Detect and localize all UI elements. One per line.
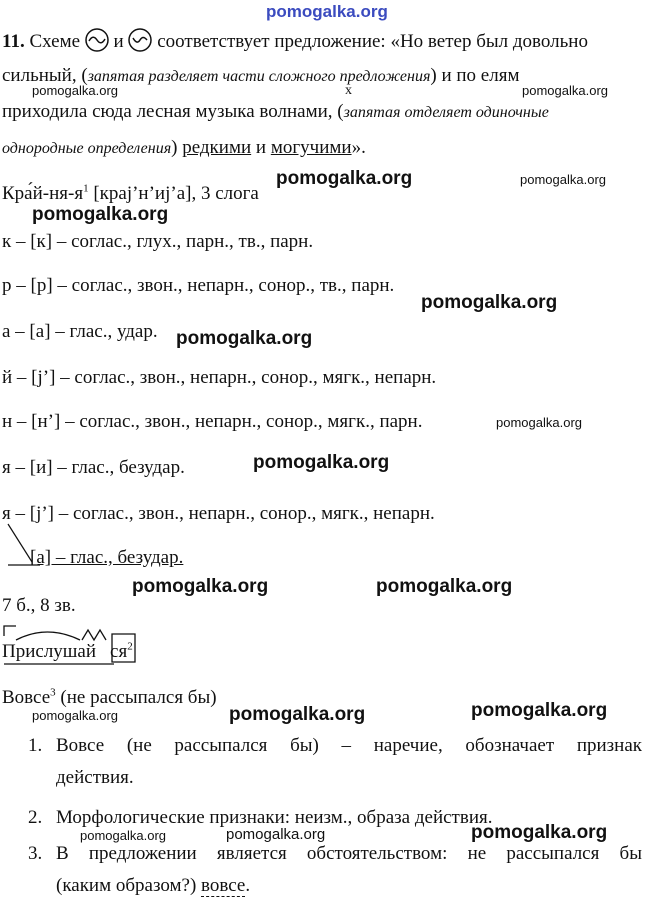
list-text: Морфологические признаки: неизм., образа действия. bbox=[56, 807, 493, 828]
morphemic-sup: 2 bbox=[127, 640, 133, 653]
phonetic-row: я – [и] – глас., безудар. bbox=[2, 457, 185, 478]
list-text-cont: действия. bbox=[56, 767, 134, 788]
watermark: pomogalka.org bbox=[253, 452, 390, 473]
word-vovse: вовсе bbox=[201, 875, 246, 896]
phonetic-header bbox=[2, 182, 259, 206]
morph-item-1 bbox=[0, 734, 646, 758]
phonetic-row: к – [к] – соглас., глух., парн., тв., парн. bbox=[2, 231, 314, 252]
watermark: pomogalka.org bbox=[229, 704, 366, 725]
list-number: 1. bbox=[28, 735, 43, 756]
task-l4-b: и bbox=[255, 137, 267, 158]
watermark-top: pomogalka.org bbox=[266, 2, 388, 21]
morphemic-stem: Прислушай bbox=[2, 641, 97, 662]
morphemic-postfix: ся bbox=[110, 641, 128, 662]
mark-x: x bbox=[345, 83, 352, 98]
scheme-2-icon bbox=[128, 28, 152, 52]
watermark: pomogalka.org bbox=[32, 204, 169, 225]
watermark: pomogalka.org bbox=[176, 328, 313, 349]
watermark: pomogalka.org bbox=[132, 576, 269, 597]
task-l3-a: приходила сюда лесная музыка волнами, ( bbox=[2, 101, 344, 122]
task-l4-a: ) bbox=[171, 137, 178, 158]
task-l3-note: запятая отделяет одиночные bbox=[343, 104, 549, 121]
phonetic-summary: 7 б., 8 зв. bbox=[2, 595, 76, 616]
phonetic-row: й – [j’] – соглас., звон., непарн., сонор., мягк., непарн. bbox=[2, 367, 437, 388]
watermark: pomogalka.org bbox=[226, 826, 326, 843]
phonetic-word: Кра́й-ня-я bbox=[2, 183, 84, 204]
morph-word: Вовсе bbox=[2, 687, 51, 708]
task-line-3 bbox=[2, 100, 549, 125]
list-text: Вовсе (не рассыпался бы) – наречие, обозначает признак bbox=[56, 735, 642, 756]
phonetic-row: я – [j’] – соглас., звон., непарн., сонор., мягк., непарн. bbox=[2, 503, 435, 524]
task-text-scheme: Схеме bbox=[29, 31, 81, 52]
phonetic-row: н – [н’] – соглас., звон., непарн., сонор., мягк., парн. bbox=[2, 411, 423, 432]
watermark: pomogalka.org bbox=[376, 576, 513, 597]
task-line-4 bbox=[2, 136, 366, 161]
morph-context: (не рассыпался бы) bbox=[60, 687, 217, 708]
question: (каким образом?) bbox=[56, 875, 197, 896]
task-text-rest: соответствует предложение: «Но ветер был довольно bbox=[157, 31, 588, 52]
task-l2-note: запятая разделяет части сложного предложения bbox=[87, 68, 431, 85]
watermark: pomogalka.org bbox=[471, 700, 608, 721]
morph-item-3 bbox=[0, 842, 646, 866]
list-text: В предложении является обстоятельством: не рассыпался бы bbox=[56, 843, 642, 864]
morph-sup: 3 bbox=[50, 686, 56, 699]
word-redkimi: редкими bbox=[182, 137, 252, 158]
watermark: pomogalka.org bbox=[276, 168, 413, 189]
list-number: 2. bbox=[28, 807, 43, 828]
task-l4-c: ». bbox=[351, 137, 366, 158]
watermark: pomogalka.org bbox=[421, 292, 558, 313]
task-l2-b: ) и по елям bbox=[430, 65, 520, 86]
task-number: 11. bbox=[2, 31, 25, 52]
word-moguchimi: могучими bbox=[270, 137, 352, 158]
watermark: pomogalka.org bbox=[520, 172, 606, 187]
phonetic-row: [а] – глас., безудар. bbox=[30, 547, 184, 568]
task-text-and: и bbox=[113, 31, 124, 52]
watermark: pomogalka.org bbox=[32, 83, 118, 98]
phonetic-row: а – [а] – глас., удар. bbox=[2, 321, 158, 342]
watermark: pomogalka.org bbox=[471, 822, 608, 843]
phonetic-sup: 1 bbox=[83, 182, 89, 195]
task-l4-note: однородные определения bbox=[2, 140, 172, 157]
phonetic-row: р – [р] – соглас., звон., непарн., сонор., тв., парн. bbox=[2, 275, 395, 296]
morphemic-word bbox=[2, 640, 133, 664]
watermark: pomogalka.org bbox=[522, 83, 608, 98]
period: . bbox=[245, 875, 251, 896]
task-l2-a: сильный, ( bbox=[2, 65, 88, 86]
watermark: pomogalka.org bbox=[80, 828, 166, 843]
watermark: pomogalka.org bbox=[32, 708, 118, 723]
scheme-1-icon bbox=[85, 28, 109, 52]
phonetic-transcription: [крaj’н’иj’а], 3 слога bbox=[93, 183, 259, 204]
watermark: pomogalka.org bbox=[496, 415, 582, 430]
list-text-cont bbox=[56, 874, 250, 898]
list-number: 3. bbox=[28, 843, 43, 864]
morph-header bbox=[2, 686, 217, 710]
task-line-1 bbox=[2, 28, 588, 54]
